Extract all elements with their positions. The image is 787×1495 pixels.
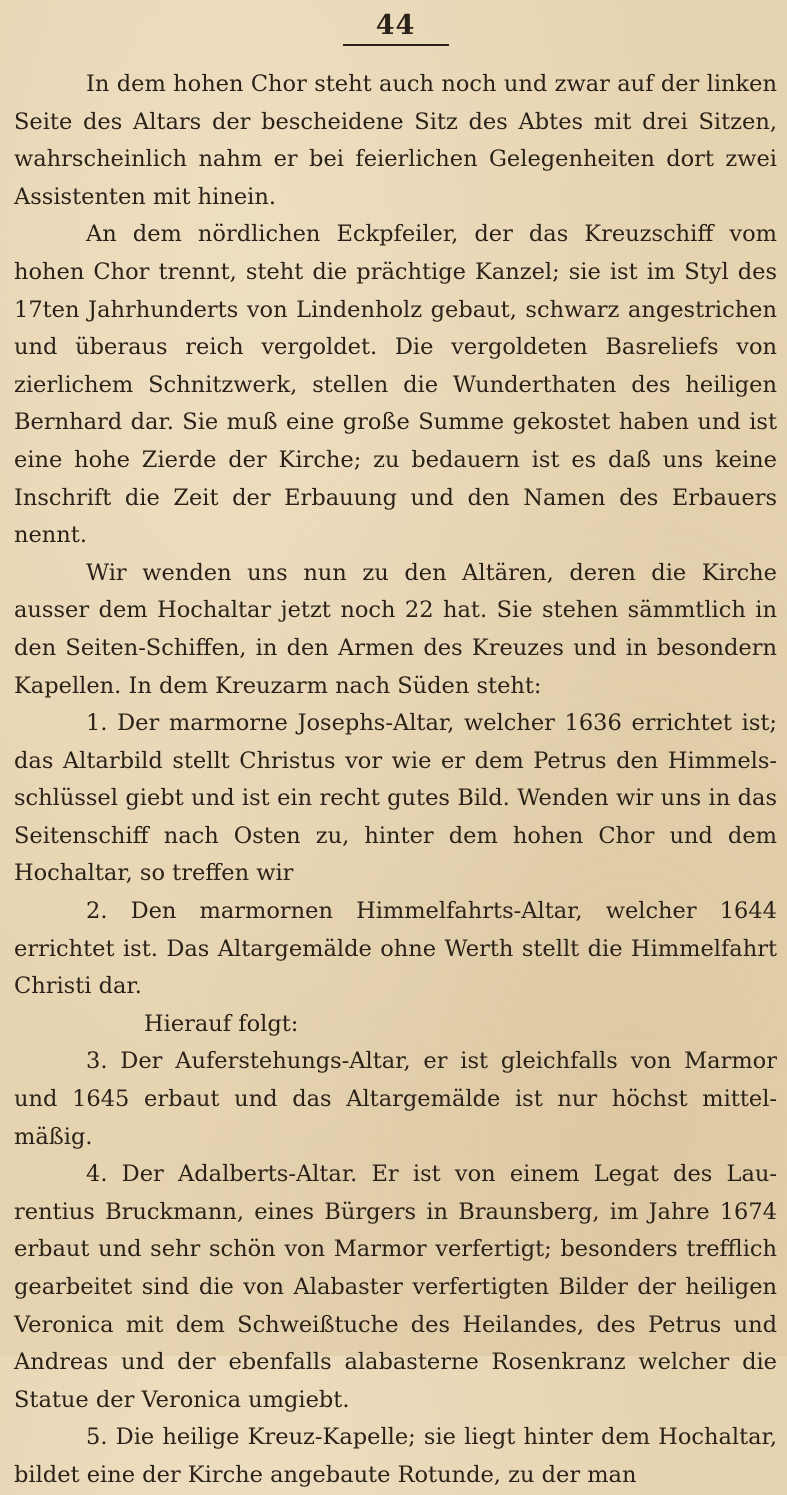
paragraph-adalberts-altar: 4. Der Adalberts-Altar. Er ist von einem Legat des Laurentius Bruckmann, eines Bürgers in Braunsberg, im Jahre 1674 erbaut und sehr schön von Marmor verfertigt; besonders trefflich gearbeitet sind die von Alabaster verfertigten Bilder der heiligen Veronica mit dem Schweißtuche des Heilandes, des Petrus und Andreas und der ebenfalls alabasterne Rosenkranz welcher die Statue der Veronica umgiebt.: [14, 1161, 777, 1413]
paragraph-himmelfahrts-altar: 2. Den marmornen Himmelfahrts-Altar, welcher 1644 errichtet ist. Das Altargemälde ohne Werth stellt die Himmelfahrt Christi dar.: [14, 898, 777, 1000]
paragraph-altaere: Wir wenden uns nun zu den Altären, deren die Kirche ausser dem Hochaltar jetzt noch 22 hat. Sie stehen sämmtlich in den Seiten-Schiffen, in den Armen des Kreuzes und in besondern Kapellen. In dem Kreuzarm nach Süden steht:: [14, 559, 777, 699]
paragraph-josephs-altar: 1. Der marmorne Josephs-Altar, welcher 1636 errichtet ist; das Altarbild stellt Christus vor wie er dem Petrus den Himmelsschlüssel giebt und ist ein recht gutes Bild. Wenden wir uns in das Seitenschiff nach Osten zu, hinter dem hohen Chor und dem Hochaltar, so treffen wir: [14, 710, 777, 887]
paragraph-auferstehungs-altar: 3. Der Auferstehungs-Altar, er ist gleichfalls von Marmor und 1645 erbaut und das Altargemälde ist nur höchst mittelmäßig.: [14, 1048, 777, 1150]
paragraph-kanzel: An dem nördlichen Eckpfeiler, der das Kreuzschiff vom hohen Chor trennt, steht die prächtige Kanzel; sie ist im Styl des 17ten Jahrhunderts von Lindenholz gebaut, schwarz angestrichen und überaus reich vergoldet. Die vergoldeten Basreliefs von zierlichem Schnitzwerk, stellen die Wunderthaten des heiligen Bernhard dar. Sie muß eine große Summe gekostet haben und ist eine hohe Zierde der Kirche; zu bedauern ist es daß uns keine Inschrift die Zeit der Erbauung und den Namen des Erbauers nennt.: [14, 221, 777, 549]
header-rule: [343, 44, 449, 46]
paragraph-kreuz-kapelle: 5. Die heilige Kreuz-Kapelle; sie liegt hinter dem Hochaltar, bildet eine der Kirche angebaute Rotunde, zu der man: [14, 1424, 777, 1488]
paragraph-chor-sitz: In dem hohen Chor steht auch noch und zwar auf der linken Seite des Altars der bescheidene Sitz des Abtes mit drei Sitzen, wahrscheinlich nahm er bei feierlichen Gelegenheiten dort zwei Assistenten mit hinein.: [14, 71, 777, 210]
page-body: [14, 66, 777, 1495]
paragraph-hierauf-folgt: Hierauf folgt:: [144, 1010, 299, 1037]
page-number: 44: [375, 10, 416, 41]
